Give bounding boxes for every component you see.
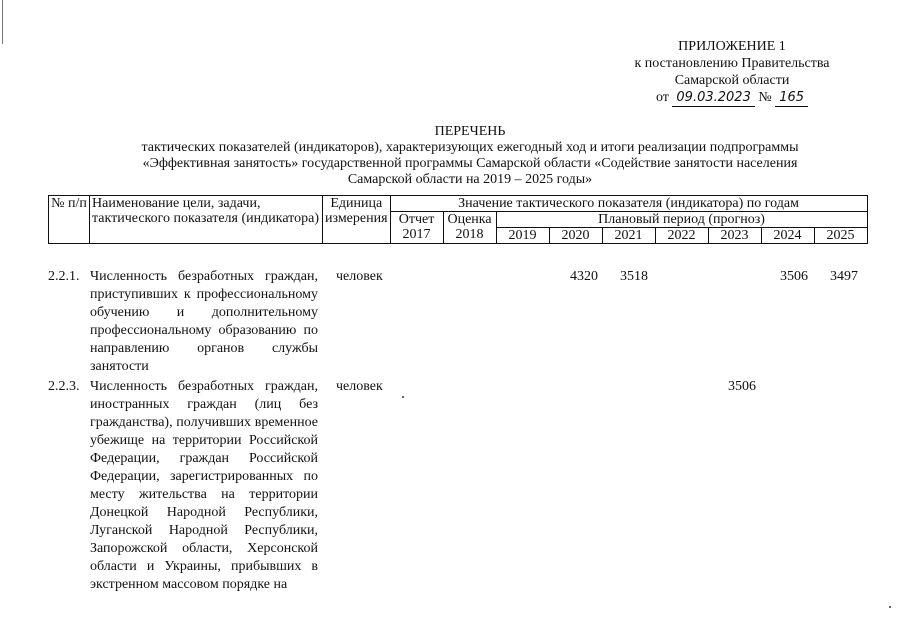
resolution-label: к постановлению Правительства (634, 56, 830, 71)
row-unit: человек (336, 379, 383, 394)
row-name: Численность безработных граждан, приступивших к профессиональному обучению и дополнительному профессиональному образованию по направлению органов службы занятости (90, 269, 318, 374)
indicator-table-header (48, 195, 868, 244)
title-line-1: тактических показателей (индикаторов), характеризующих ежегодный ход и итоги реализации подпрограммы (141, 140, 799, 155)
handwritten-number: 165 (775, 89, 808, 107)
scan-speck (402, 396, 404, 398)
scan-margin-mark (2, 0, 3, 44)
col-year-header: 2024 (761, 228, 814, 244)
title-line-3: Самарской области на 2019 – 2025 годы» (347, 172, 593, 187)
title-line-2: «Эффективная занятость» государственной программы Самарской области «Содействие занятости населения (142, 156, 798, 171)
col-year-header: 2022 (655, 228, 708, 244)
col-year-header: 2020 (549, 228, 602, 244)
col-year-header: 2019 (496, 228, 549, 244)
row-value-2025: 3497 (830, 269, 858, 284)
number-label: № (758, 90, 772, 105)
row-value-2021: 3518 (620, 269, 648, 284)
row-value-2020: 4320 (570, 269, 598, 284)
row-num: 2.2.3. (48, 379, 80, 394)
values-group-header: Значение тактического показателя (индикатора) по годам (390, 196, 867, 212)
title-heading: ПЕРЕЧЕНЬ (434, 124, 506, 139)
region-label: Самарской области (674, 73, 790, 88)
date-number-line (617, 89, 847, 107)
col-num-header: № п/п (49, 196, 90, 244)
row-value-2023: 3506 (728, 379, 756, 394)
col-name-header: Наименование цели, задачи, тактического показателя (индикатора) (90, 196, 323, 244)
row-num: 2.2.1. (48, 269, 80, 284)
col-unit-header: Единица измерения (323, 196, 391, 244)
col-report-header: Отчет 2017 (390, 212, 443, 244)
plan-group-header: Плановый период (прогноз) (496, 212, 867, 228)
document-title (70, 124, 870, 188)
col-estimate-header: Оценка 2018 (443, 212, 496, 244)
col-year-header: 2023 (708, 228, 761, 244)
col-year-header: 2025 (814, 228, 867, 244)
row-unit: человек (336, 269, 383, 284)
handwritten-date: 09.03.2023 (672, 89, 754, 107)
row-name: Численность безработных граждан, иностранных граждан (лиц без гражданства), получивших временное убежище на территории Российской Федерации, граждан Российской Федерации, зарегистрированных по месту жительства на территории Донецкой Народной Республики, Луганской Народной Республики, Запорожской области, Херсонской области и Украины, прибывших в экстренном массовом порядке на (90, 379, 318, 592)
row-value-2024: 3506 (780, 269, 808, 284)
scan-speck (889, 606, 891, 608)
from-label: от (655, 90, 669, 105)
approval-block (617, 38, 847, 107)
appendix-label: ПРИЛОЖЕНИЕ 1 (678, 39, 786, 54)
col-year-header: 2021 (602, 228, 655, 244)
